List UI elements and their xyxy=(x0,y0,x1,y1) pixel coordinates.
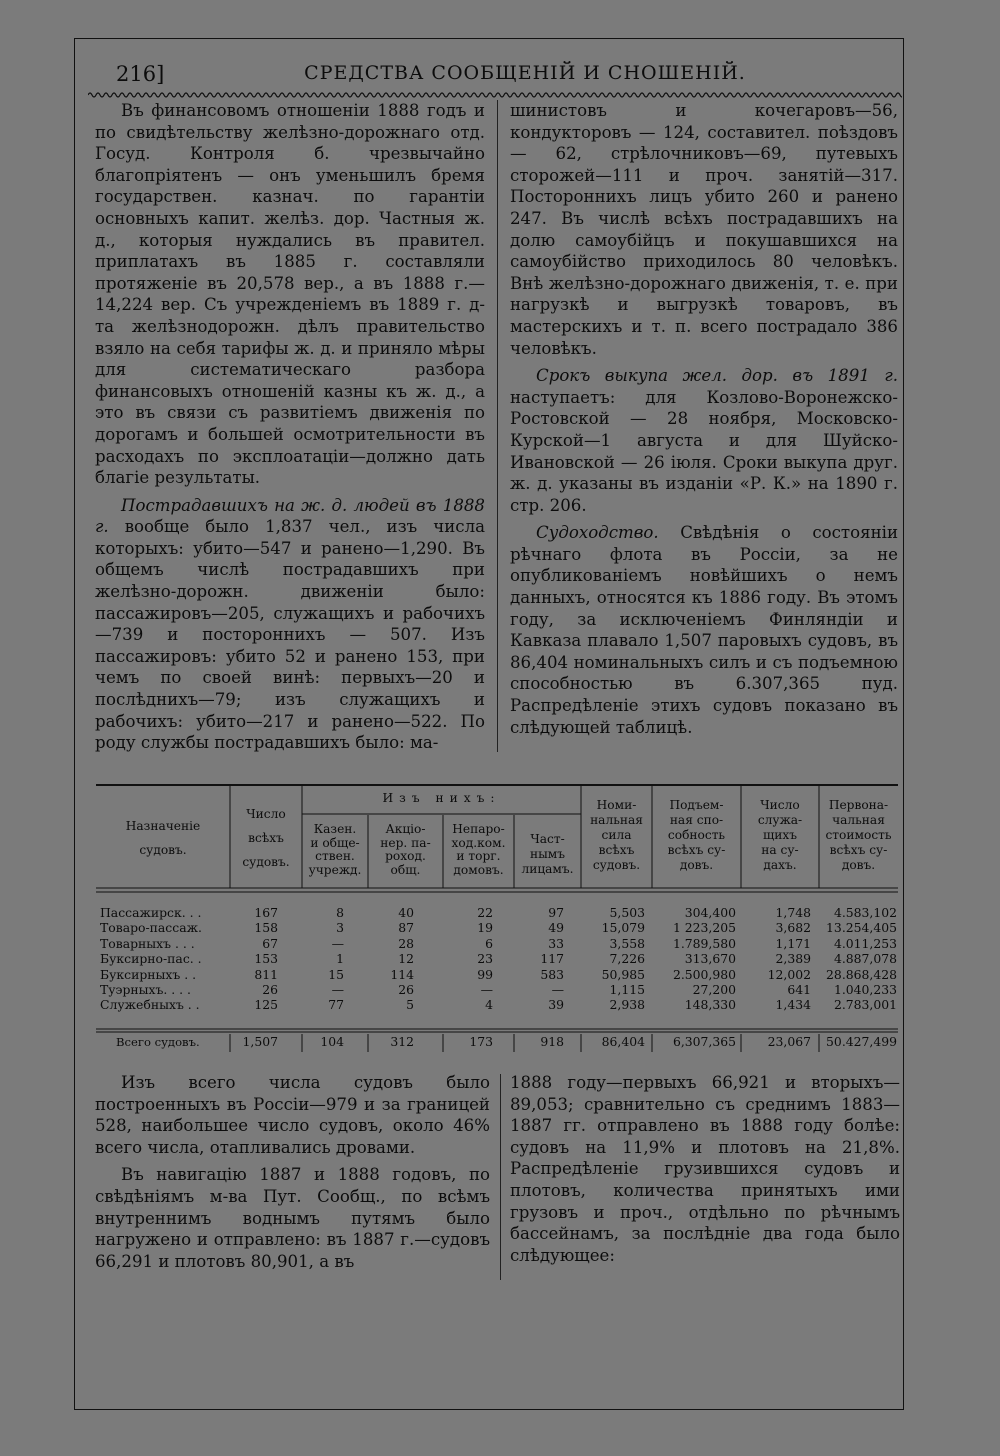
table-cell: 811 xyxy=(254,966,278,982)
text-run: наступаетъ: для Козлово-Воронежско-Ростовской — 28 ноября, Московско-Курской—1 августа и для Шуйско-Ивановской — 26 іюля. Сроки выкупа друг. ж. д. указаны въ изданіи «Р. К.» на 1890 г. стр. 206. xyxy=(510,387,898,515)
total-cell: 23,067 xyxy=(767,1034,811,1049)
table-cell: 15 xyxy=(328,966,344,982)
table-cell: 1,171 xyxy=(775,935,811,951)
row-label: Товаро-пассаж. xyxy=(100,920,202,936)
running-title: СРЕДСТВА СООБЩЕНІЙ И СНОШЕНІЙ. xyxy=(304,62,746,84)
header-chast: Част- нымъ лицамъ. xyxy=(521,832,574,876)
table-cell: 19 xyxy=(477,920,493,936)
header-neparo: Непаро- ход.ком. и торг. домовъ. xyxy=(451,822,506,877)
table-row xyxy=(96,984,898,997)
table-cell: 99 xyxy=(477,966,493,982)
italic-run: Срокъ выкупа жел. дор. въ 1891 г. xyxy=(536,366,898,386)
paragraph xyxy=(510,365,898,516)
table-cell: 158 xyxy=(254,920,278,936)
table-cell: — xyxy=(480,982,493,997)
paragraph xyxy=(95,1164,490,1272)
row-label: Пассажирск. . . xyxy=(100,905,202,920)
header-nomin: Номи- нальная сила всѣхъ судовъ. xyxy=(590,798,643,872)
table-cell: 40 xyxy=(398,905,414,920)
total-cell: 1,507 xyxy=(242,1034,278,1049)
table-cell: 4 xyxy=(485,997,493,1013)
total-cell: 104 xyxy=(320,1034,344,1049)
table-cell: 8 xyxy=(336,905,344,920)
text-run: Въ финансовомъ отношеніи 1888 годъ и по свидѣтельству желѣзно-дорожнаго отд. Госуд. Контроля б. чрезвычайно благопріятенъ — онъ уменьшилъ бремя государствен. казнач. по гарантіи основныхъ капит. желѣз. дор. Частныя ж. д., которыя нуждались въ правител. приплатахъ въ 1885 г. составляли протяженіе въ 20,578 вер., а въ 1888 г.—14,224 вер. Съ учрежденіемъ въ 1889 г. д-та желѣзнодорожн. дѣлъ правительство взяло на себя тарифы ж. д. и приняло мѣры для систематическаго разбора финансовыхъ отношеній казны къ ж. д., а это въ связи съ развитіемъ движенія по дорогамъ и большей осмотрительности въ расходахъ по эксплоатаціи—должно дать благіе результаты. xyxy=(95,101,485,488)
table-cell: 33 xyxy=(548,935,564,951)
total-cell: 173 xyxy=(469,1034,493,1049)
table-cell: 50,985 xyxy=(601,966,645,982)
text-run: Изъ всего числа судовъ было построенныхъ въ Россіи—979 и за границей 528, наибольшее число судовъ, около 46% всего числа, отапливались дровами. xyxy=(95,1073,490,1157)
header-podem: Подъем- ная спо- собность всѣхъ су- довъ. xyxy=(667,798,726,872)
vessels-table xyxy=(96,784,898,1066)
table-row xyxy=(96,966,898,982)
column-right-bottom xyxy=(510,1072,900,1266)
table-row xyxy=(96,922,898,935)
table-cell: 39 xyxy=(548,997,564,1013)
table-cell: 2.500,980 xyxy=(672,966,736,982)
table-cell: 26 xyxy=(398,982,414,997)
table-cell: 148,330 xyxy=(684,997,736,1013)
table-cell: 117 xyxy=(540,951,564,967)
column-right-top xyxy=(510,100,898,738)
table-cell: 304,400 xyxy=(684,905,736,920)
table-cell: 114 xyxy=(390,966,414,982)
header-kazen: Казен. и обще- ствен. учрежд. xyxy=(308,822,362,877)
total-cell: 50.427,499 xyxy=(826,1034,897,1049)
table-cell: 12,002 xyxy=(767,966,811,982)
table-cell: 1,115 xyxy=(609,982,645,997)
paragraph xyxy=(95,1072,490,1158)
table-cell: 3 xyxy=(336,920,344,936)
row-label: Служебныхъ . . xyxy=(100,997,200,1013)
table-cell: 28.868,428 xyxy=(826,966,897,982)
text-run: Свѣдѣнія о состояніи рѣчнаго флота въ Россіи, за не опубликованіемъ новѣйшихъ о немъ данныхъ, относятся къ 1886 году. Въ этомъ году, за исключеніемъ Финляндіи и Кавказа плавало 1,507 паровыхъ судовъ, въ 86,404 номинальныхъ силъ и съ подъемною способностью въ 6.307,365 пуд. Распредѣленіе этихъ судовъ показано въ слѣдующей таблицѣ. xyxy=(510,523,898,737)
paragraph xyxy=(510,522,898,738)
table-cell: 4.011,253 xyxy=(833,935,897,951)
column-divider-top xyxy=(497,100,498,752)
table-cell: 97 xyxy=(548,905,564,920)
table-row xyxy=(96,907,898,920)
table-cell: 77 xyxy=(328,997,344,1013)
table-cell: 167 xyxy=(254,905,278,920)
table-cell: 22 xyxy=(477,905,493,920)
row-label: Буксирно-пас. . xyxy=(100,951,202,967)
text-run: Въ навигацію 1887 и 1888 годовъ, по свѣдѣніямъ м-ва Пут. Сообщ., по всѣмъ внутреннимъ воднымъ путямъ было нагружено и отправлено: въ 1887 г.—судовъ 66,291 и плотовъ 80,901, а въ xyxy=(95,1165,490,1271)
table-cell: 6 xyxy=(485,935,493,951)
table-cell: 27,200 xyxy=(692,982,736,997)
text-run: шинистовъ и кочегаровъ—56, кондукторовъ — 124, составител. поѣздовъ — 62, стрѣлочниковъ—69, путевыхъ сторожей—111 и проч. занятій—317. Постороннихъ лицъ убито 260 и ранено 247. Въ числѣ всѣхъ пострадавшихъ на долю самоубійцъ и покушавшихся на самоубійство приходилось 80 человѣкъ. Внѣ желѣзно-дорожнаго движенія, т. е. при нагрузкѣ и выгрузкѣ товаровъ, въ мастерскихъ и т. п. всего пострадало 386 человѣкъ. xyxy=(510,101,898,358)
table-cell: 313,670 xyxy=(684,951,736,967)
table-cell: 13.254,405 xyxy=(826,920,897,936)
page-number: 216] xyxy=(116,62,165,86)
table-cell: 125 xyxy=(254,997,278,1013)
table-cell: 7,226 xyxy=(609,951,645,967)
header-name: Назначеніе судовъ. xyxy=(125,819,201,857)
row-label: Буксирныхъ . . xyxy=(100,966,197,982)
table-cell: 2.783,001 xyxy=(833,997,897,1013)
table-cell: 3,682 xyxy=(775,920,811,936)
total-cell: 918 xyxy=(540,1034,564,1049)
paragraph xyxy=(95,495,485,754)
header-sluzh: Число служа- щихъ на су- дахъ. xyxy=(757,798,803,872)
table-cell: 1.789,580 xyxy=(672,935,736,951)
total-cell: 6,307,365 xyxy=(672,1034,736,1049)
row-label: Туэрныхъ. . . . xyxy=(100,982,191,997)
column-divider-bottom xyxy=(500,1074,501,1280)
table-cell: — xyxy=(331,935,344,951)
header-akcio: Акціо- нер. па- роход. общ. xyxy=(380,822,431,877)
table-cell: 1,748 xyxy=(775,905,811,920)
table-cell: 1.040,233 xyxy=(833,982,897,997)
paragraph xyxy=(95,100,485,489)
table-cell: 2,389 xyxy=(775,951,811,967)
table-cell: 1,434 xyxy=(775,997,811,1013)
italic-run: Судоходство. xyxy=(536,523,659,543)
table-cell: 67 xyxy=(262,935,278,951)
table-cell: 5,503 xyxy=(609,905,645,920)
table-cell: 153 xyxy=(254,951,278,967)
table-row xyxy=(96,953,898,966)
total-cell: 86,404 xyxy=(601,1034,645,1049)
table-cell: 641 xyxy=(787,982,811,997)
table-cell: 5 xyxy=(406,997,414,1013)
row-label: Товарныхъ . . . xyxy=(100,935,195,951)
table-cell: — xyxy=(551,982,564,997)
table-cell: 87 xyxy=(398,920,414,936)
table-cell: 49 xyxy=(548,920,564,936)
paragraph xyxy=(510,100,898,359)
table-cell: 2,938 xyxy=(609,997,645,1013)
header-perv: Первона- чальная стоимость всѣхъ су- довъ. xyxy=(825,798,892,872)
table-total-row xyxy=(96,1035,898,1049)
page-header xyxy=(110,62,900,92)
table-cell: 4.583,102 xyxy=(833,905,897,920)
header-group: Изъ нихъ: xyxy=(382,791,501,805)
table-cell: 1 223,205 xyxy=(672,920,736,936)
italic-run: Пострадавшихъ на ж. д. людей въ 1888 г. xyxy=(95,495,485,537)
table-cell: 23 xyxy=(477,951,493,967)
table-row xyxy=(96,935,898,951)
table-cell: — xyxy=(331,982,344,997)
text-run: 1888 году—первыхъ 66,921 и вторыхъ—89,053; сравнительно съ среднимъ 1883—1887 гг. отправлено въ 1888 году болѣе: судовъ на 11,9% и плотовъ на 21,8%. Распредѣленіе грузившихся судовъ и плотовъ, количества принятыхъ ими грузовъ и проч., отдѣльно по рѣчнымъ бассейнамъ, за послѣдніе два года было слѣдующее: xyxy=(510,1073,900,1265)
paragraph xyxy=(510,1072,900,1266)
table-cell: 3,558 xyxy=(609,935,645,951)
table-row xyxy=(96,999,898,1012)
table-cell: 26 xyxy=(262,982,278,997)
table-cell: 12 xyxy=(398,951,414,967)
text-run: вообще было 1,837 чел., изъ числа которыхъ: убито—547 и ранено—1,290. Въ общемъ числѣ пострадавшихъ при желѣзно-дорожн. движеніи было: пассажировъ—205, служащихъ и рабочихъ—739 и постороннихъ — 507. Изъ пассажировъ: убито 52 и ранено 153, при чемъ по своей винѣ: первыхъ—20 и послѣднихъ—79; изъ служащихъ и рабочихъ: убито—217 и ранено—522. По роду службы пострадавшихъ было: ма- xyxy=(95,517,485,753)
total-cell: 312 xyxy=(390,1034,414,1049)
column-left-top xyxy=(95,100,485,754)
table-cell: 1 xyxy=(336,951,344,967)
column-left-bottom xyxy=(95,1072,490,1272)
wavy-rule xyxy=(88,90,902,100)
total-cell: Всего судовъ. xyxy=(116,1035,200,1049)
table-cell: 4.887,078 xyxy=(833,951,897,967)
header-count: Число всѣхъ судовъ. xyxy=(242,807,290,869)
table-cell: 28 xyxy=(398,935,414,951)
table-cell: 15,079 xyxy=(601,920,645,936)
table-cell: 583 xyxy=(540,966,564,982)
